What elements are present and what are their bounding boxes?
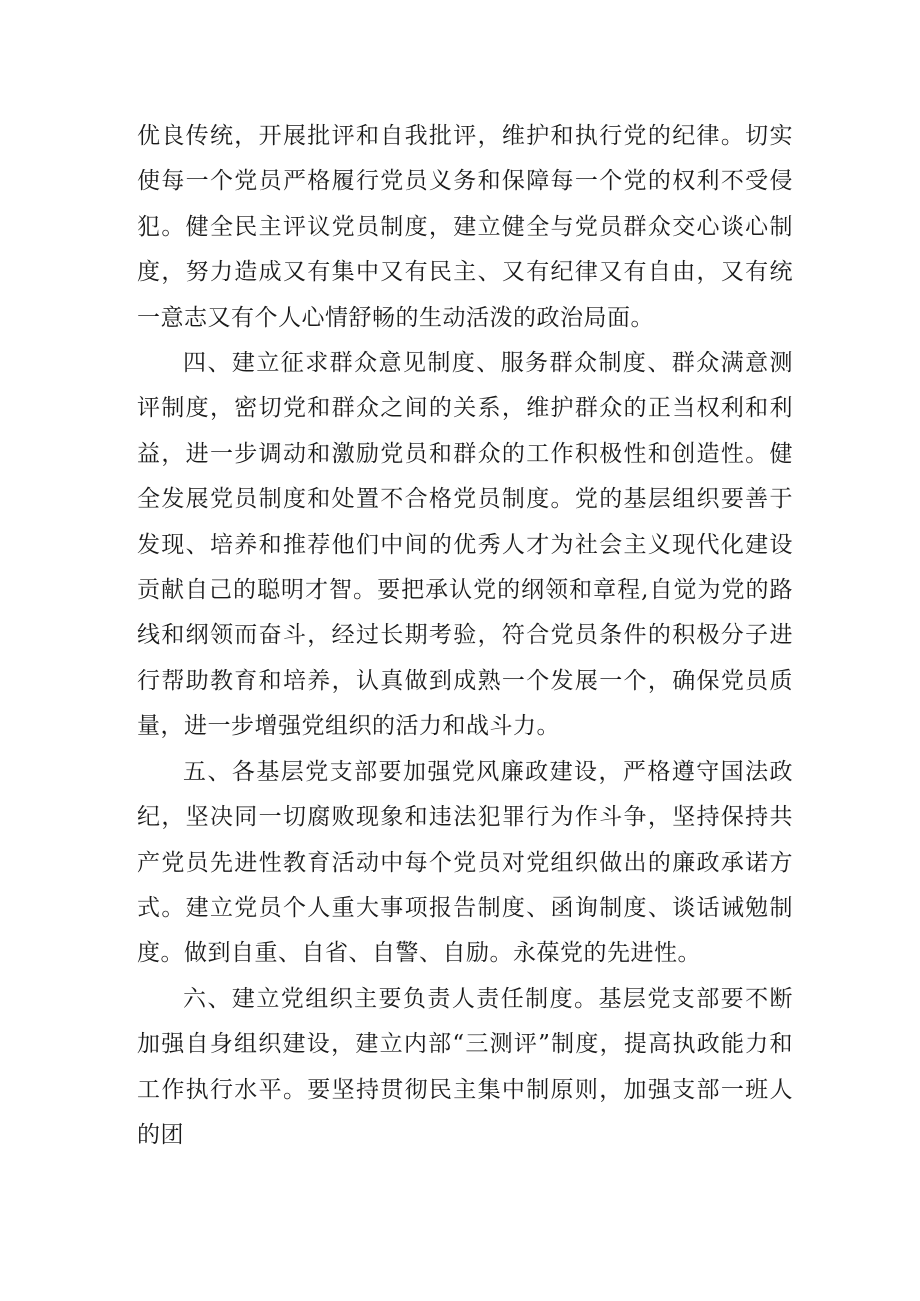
paragraph-five-clean-government: 五、各基层党支部要加强党风廉政建设，严格遵守国法政纪，坚决同一切腐败现象和违法犯罪行为作斗争，坚持保持共产党员先进性教育活动中每个党员对党组织做出的廉政承诺方式。建立党员个人重大事项报告制度、函询制度、谈话诫勉制度。做到自重、自省、自警、自励。永葆党的先进性。 [137, 758, 793, 967]
paragraph-six-responsibility: 六、建立党组织主要负责人责任制度。基层党支部要不断加强自身组织建设，建立内部“三测评”制度，提高执政能力和工作执行水平。要坚持贯彻民主集中制原则，加强支部一班人的团 [137, 985, 793, 1148]
paragraph-four-mass-opinion: 四、建立征求群众意见制度、服务群众制度、群众满意测评制度，密切党和群众之间的关系，维护群众的正当权利和利益，进一步调动和激励党员和群众的工作积极性和创造性。健全发展党员制度和处置不合格党员制度。党的基层组织要善于发现、培养和推荐他们中间的优秀人才为社会主义现代化建设贡献自己的聪明才智。要把承认党的纲领和章程,自觉为党的路线和纲领而奋斗，经过长期考验，符合党员条件的积极分子进行帮助教育和培养，认真做到成熟一个发展一个，确保党员质量，进一步增强党组织的活力和战斗力。 [137, 350, 793, 740]
paragraph-discipline: 优良传统，开展批评和自我批评，维护和执行党的纪律。切实使每一个党员严格履行党员义务和保障每一个党的权利不受侵犯。健全民主评议党员制度，建立健全与党员群众交心谈心制度，努力造成又有集中又有民主、又有纪律又有自由，又有统一意志又有个人心情舒畅的生动活泼的政治局面。 [137, 123, 793, 331]
document-body [137, 114, 793, 1158]
